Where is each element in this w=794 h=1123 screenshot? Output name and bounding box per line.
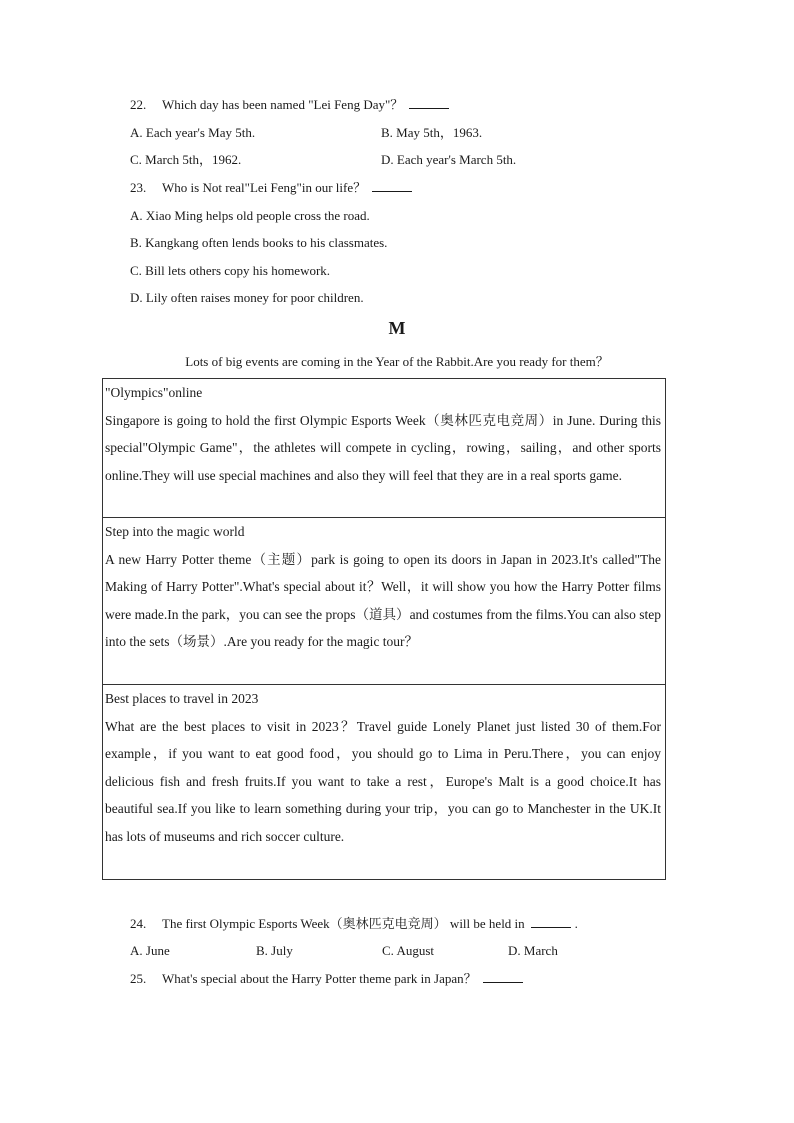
question-number: 23. [130,180,147,195]
q24-option-d: D. March [508,943,558,958]
passage-cell [103,685,666,880]
passage-row [103,518,666,685]
passage-heading: Best places to travel in 2023 [105,691,259,706]
q24-option-a: A. June [130,943,170,958]
question-number: 24. [130,916,147,931]
question-24 [130,915,578,933]
question-end: . [574,916,578,931]
question-22 [130,96,449,114]
q22-option-a: A. Each year's May 5th. [130,125,256,140]
passage-cell [103,518,666,685]
q23-option-b: B. Kangkang often lends books to his classmates. [130,235,388,250]
answer-blank[interactable] [409,96,449,109]
section-letter: M [388,318,406,338]
q22-option-c: C. March 5th，1962. [130,152,242,167]
question-text: What's special about the Harry Potter theme park in Japan？ [162,971,477,986]
passage-heading: "Olympics"online [105,385,203,400]
question-text: The first Olympic Esports Week（奥林匹克电竞周） will be held in [162,916,525,931]
q23-option-a: A. Xiao Ming helps old people cross the road. [130,208,370,223]
passage-body: A new Harry Potter theme（主题）park is going to open its doors in Japan in 2023.It's called"The Making of Harry Potter".What's special about it？Well，it will show you how the Harry Potter films were made.In the park，you can see the props（道具）and costumes from the films.You can also step into the sets（场景）.Are you ready for the magic tour？ [105,551,661,650]
passage-cell [103,379,666,518]
answer-blank[interactable] [531,915,571,928]
passage-heading: Step into the magic world [105,524,245,539]
passage-body: What are the best places to visit in 2023？Travel guide Lonely Planet just listed 30 of them.For example，if you want to eat good food，you should go to Lima in Peru.There，you can enjoy delicious fish and fresh fruits.If you want to take a rest，Europe's Malt is a good choice.It has beautiful sea.If you like to learn something during your trip，you can go to Manchester in the UK.It has lots of museums and rich soccer culture. [105,718,661,844]
question-25 [130,970,523,988]
passage-row [103,379,666,518]
answer-blank[interactable] [483,970,523,983]
q23-option-c: C. Bill lets others copy his homework. [130,263,331,278]
q24-option-b: B. July [256,943,293,958]
q23-option-d: D. Lily often raises money for poor children. [130,290,364,305]
question-number: 22. [130,97,147,112]
q22-option-d: D. Each year's March 5th. [381,152,517,167]
passage-table [102,378,666,880]
answer-blank[interactable] [372,179,412,192]
section-intro: Lots of big events are coming in the Year of the Rabbit.Are you ready for them？ [185,354,609,369]
question-text: Which day has been named "Lei Feng Day"？ [162,97,404,112]
question-text: Who is Not real"Lei Feng"in our life？ [162,180,367,195]
question-23 [130,179,412,197]
passage-row [103,685,666,880]
question-number: 25. [130,971,147,986]
passage-body: Singapore is going to hold the first Olympic Esports Week（奥林匹克电竞周）in June. During this special"Olympic Game"，the athletes will compete in cycling，rowing，sailing，and other sports online.They will use special machines and also they will feel that they are in a real sports game. [105,412,661,483]
q22-option-b: B. May 5th，1963. [381,125,483,140]
q24-option-c: C. August [382,943,435,958]
